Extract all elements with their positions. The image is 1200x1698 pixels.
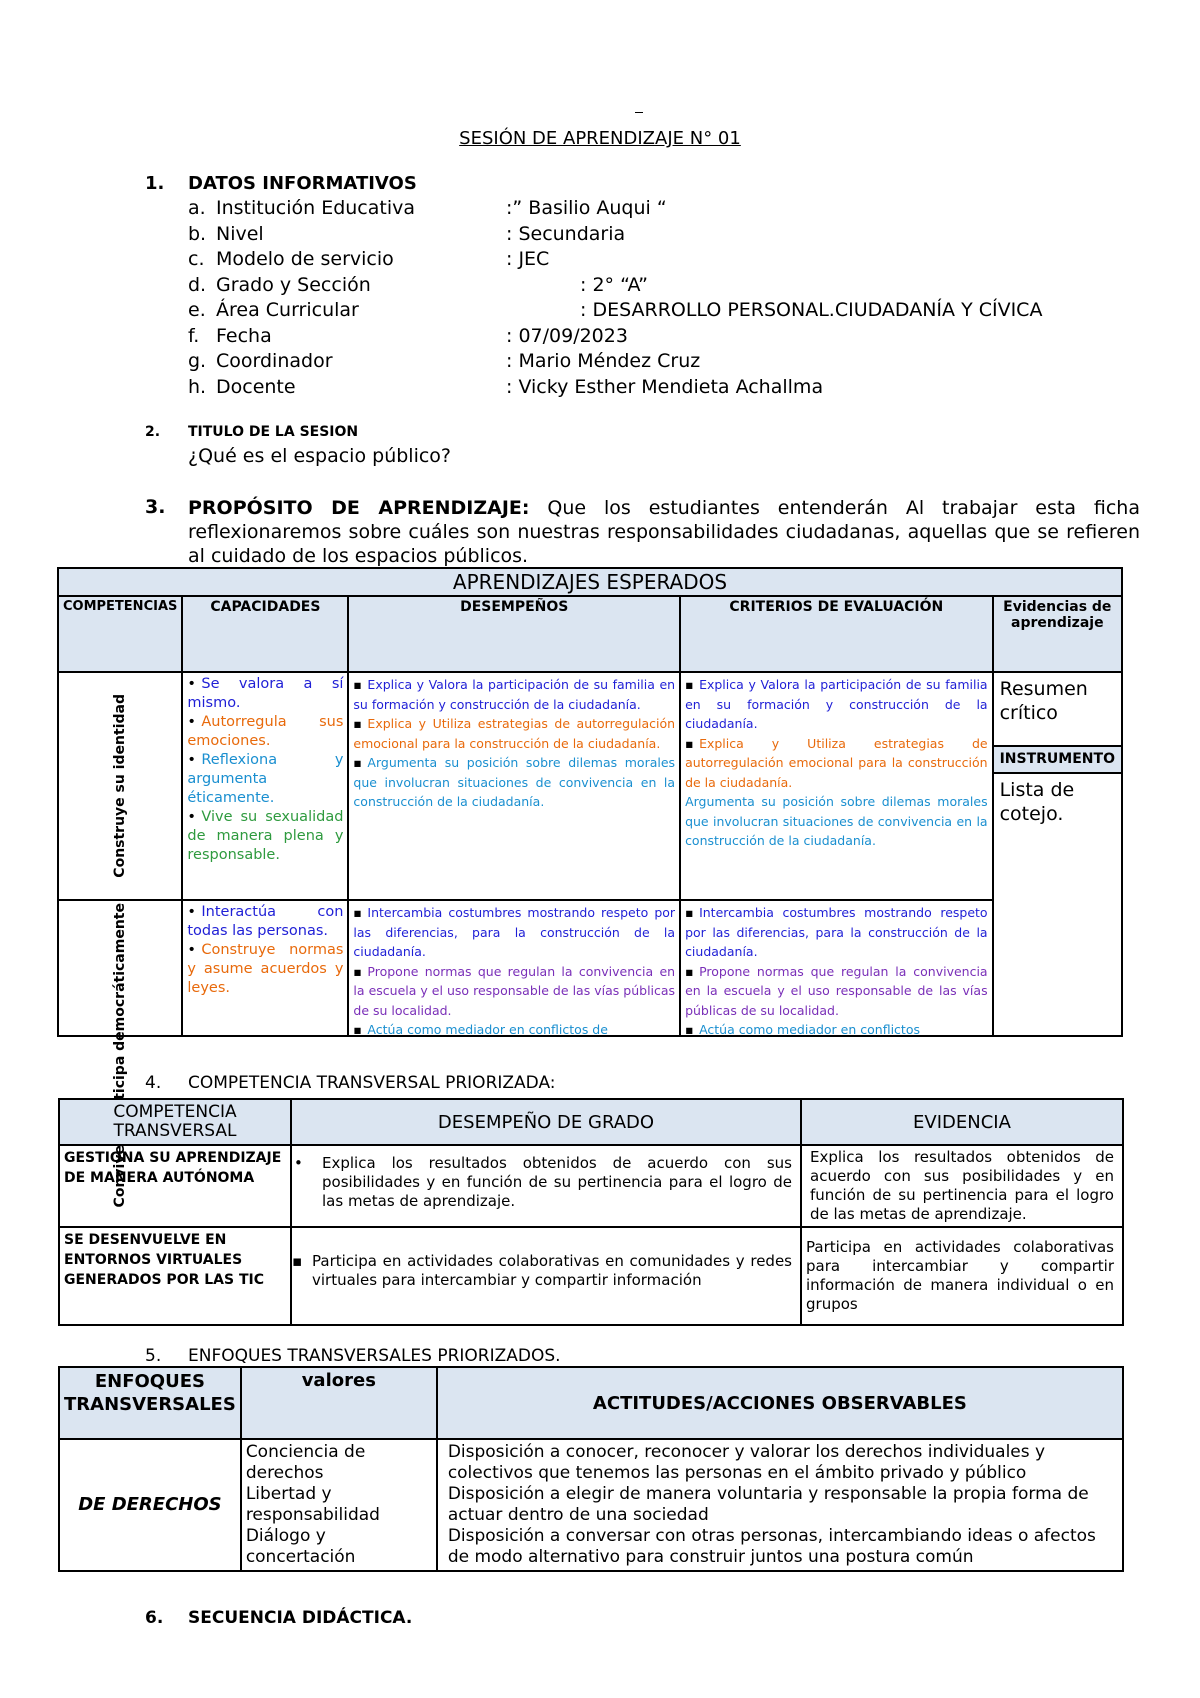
evidencia-cell bbox=[993, 672, 1122, 1036]
section-3-heading: PROPÓSITO DE APRENDIZAJE: bbox=[188, 497, 530, 519]
desempenos-2 bbox=[348, 900, 680, 1036]
evidencia-text: Resumen crítico bbox=[999, 678, 1088, 724]
section-5-heading: ENFOQUES TRANSVERSALES PRIORIZADOS. bbox=[188, 1346, 561, 1366]
datos-letter: f. bbox=[188, 324, 200, 347]
desempeno-item: ▪ Argumenta su posición sobre dilemas morales que involucran situaciones de convivencia en la construcción de la ciudadanía. bbox=[353, 755, 676, 809]
criterios-2 bbox=[680, 900, 993, 1036]
datos-label: Nivel bbox=[216, 222, 264, 245]
section-1-heading: DATOS INFORMATIVOS bbox=[188, 173, 417, 194]
section-6-number: 6. bbox=[145, 1608, 164, 1628]
datos-row-nivel bbox=[188, 222, 1088, 248]
desempeno-item: ▪ Explica y Utiliza estrategias de autorregulación emocional para la construcción de la ciudadanía. bbox=[353, 716, 676, 751]
competencia-1-cell bbox=[58, 672, 182, 900]
desempeno-item: ▪ Propone normas que regulan la convivencia en la escuela y el uso responsable de las vías públicas de su localidad. bbox=[353, 963, 676, 1018]
enf-header-valores: valores bbox=[241, 1367, 437, 1439]
enfoques-table bbox=[58, 1366, 1124, 1572]
datos-label: Coordinador bbox=[216, 350, 333, 372]
datos-row-modelo bbox=[188, 247, 1088, 273]
section-6-heading: SECUENCIA DIDÁCTICA. bbox=[188, 1608, 413, 1628]
datos-letter: g. bbox=[188, 350, 207, 372]
header-criterios: CRITERIOS DE EVALUACIÓN bbox=[680, 596, 993, 672]
datos-letter: c. bbox=[188, 248, 205, 270]
datos-value: : 07/09/2023 bbox=[506, 324, 628, 347]
datos-value: : Mario Méndez Cruz bbox=[506, 350, 701, 372]
capacidad-item: • Se valora a sí mismo. bbox=[187, 676, 344, 711]
aprendizajes-band: APRENDIZAJES ESPERADOS bbox=[58, 568, 1122, 596]
section-5-number: 5. bbox=[145, 1346, 162, 1366]
datos-row-coordinador bbox=[188, 349, 1088, 375]
datos-label: Docente bbox=[216, 375, 296, 398]
capacidad-item: • Vive su sexualidad de manera plena y responsable. bbox=[187, 809, 344, 863]
ct-header-desempeno: DESEMPEÑO DE GRADO bbox=[291, 1099, 801, 1145]
datos-row-fecha bbox=[188, 324, 1088, 350]
criterio-item: ▪ Actúa como mediador en conflictos bbox=[685, 1022, 920, 1037]
criterio-item: ▪ Explica y Valora la participación de su familia en su formación y construcción de la ciudadanía. bbox=[685, 677, 988, 731]
criterio-item: ▪ Intercambia costumbres mostrando respeto por las diferencias, para la construcción de la ciudadanía. bbox=[685, 905, 988, 959]
datos-label: Fecha bbox=[216, 324, 272, 347]
section-4-heading: COMPETENCIA TRANSVERSAL PRIORIZADA: bbox=[188, 1073, 556, 1093]
capacidad-item: • Interactúa con todas las personas. bbox=[187, 904, 344, 939]
section-2-heading: TITULO DE LA SESION bbox=[188, 424, 359, 440]
datos-value: : JEC bbox=[506, 248, 550, 270]
enf-acciones bbox=[437, 1439, 1123, 1571]
section-4-number: 4. bbox=[145, 1073, 162, 1093]
section-3-number: 3. bbox=[145, 496, 166, 518]
datos-row-institucion bbox=[188, 196, 1088, 222]
criterio-item: ▪ Explica y Utiliza estrategias de autorregulación emocional para la construcción de la ciudadanía. bbox=[685, 735, 988, 790]
desempeno-item: ▪ Intercambia costumbres mostrando respeto por las diferencias, para la construcción de la ciudadanía. bbox=[353, 905, 676, 959]
page-title: SESIÓN DE APRENDIZAJE N° 01 bbox=[459, 128, 741, 149]
accion-item: Disposición a elegir de manera voluntaria y responsable la propia forma de actuar dentro de una sociedad bbox=[447, 1484, 1089, 1525]
datos-value: :” Basilio Auqui “ bbox=[506, 197, 667, 219]
datos-value: : DESARROLLO PERSONAL.CIUDADANÍA Y CÍVICA bbox=[580, 299, 1043, 321]
datos-label: Área Curricular bbox=[216, 299, 359, 321]
proposito-text: Que los estudiantes entenderán Al trabajar esta ficha reflexionaremos sobre cuáles son nuestras responsabilidades ciudadanas, aquellas que se refieren al cuidado de los espacios públicos. bbox=[188, 497, 1140, 567]
datos-label: Grado y Sección bbox=[216, 273, 371, 296]
datos-letter: e. bbox=[188, 299, 206, 321]
instrumento-text: Lista de cotejo. bbox=[999, 779, 1075, 825]
datos-value: : Vicky Esther Mendieta Achallma bbox=[506, 375, 824, 398]
competencia-1: Construye su identidad bbox=[112, 694, 129, 878]
title-mark bbox=[635, 112, 643, 113]
capacidad-item: • Construye normas y asume acuerdos y leyes. bbox=[187, 942, 344, 996]
datos-row-grado bbox=[188, 273, 1088, 299]
capacidades-1 bbox=[182, 672, 348, 900]
enf-header-enfoques: ENFOQUES TRANSVERSALES bbox=[59, 1367, 241, 1439]
instrumento-label: INSTRUMENTO bbox=[994, 745, 1121, 774]
criterio-item: ▪ Propone normas que regulan la convivencia en la escuela y el uso responsable de las vías públicas de su localidad. bbox=[685, 963, 988, 1018]
header-competencias: COMPETENCIAS bbox=[58, 596, 182, 672]
ct-row-1-desempeno: • Explica los resultados obtenidos de acuerdo con sus posibilidades y en función de su pertinencia para el logro de las metas de aprendizaje. bbox=[291, 1145, 801, 1227]
criterios-1 bbox=[680, 672, 993, 900]
datos-list bbox=[188, 196, 1088, 400]
datos-label: Modelo de servicio bbox=[216, 248, 394, 270]
header-desempenos: DESEMPEÑOS bbox=[348, 596, 680, 672]
competencia-2: Convive y participa democráticamente bbox=[112, 903, 129, 1208]
valor-item: Conciencia de derechos bbox=[245, 1442, 366, 1483]
ct-header-evidencia: EVIDENCIA bbox=[801, 1099, 1123, 1145]
capacidad-item: • Reflexiona y argumenta éticamente. bbox=[187, 752, 344, 806]
valor-item: Diálogo y concertación bbox=[245, 1526, 356, 1567]
datos-row-docente bbox=[188, 375, 1088, 401]
capacidades-2 bbox=[182, 900, 348, 1036]
ct-row-2-desempeno: ▪ Participa en actividades colaborativas en comunidades y redes virtuales para intercambiar y compartir información bbox=[291, 1227, 801, 1325]
datos-letter: h. bbox=[188, 375, 207, 398]
ct-row-1-competencia: GESTIONA SU APRENDIZAJE DE MANERA AUTÓNOMA bbox=[59, 1145, 291, 1227]
datos-row-area bbox=[188, 298, 1088, 324]
header-capacidades: CAPACIDADES bbox=[182, 596, 348, 672]
datos-label: Institución Educativa bbox=[216, 197, 416, 219]
ct-row-1-evidencia: Explica los resultados obtenidos de acuerdo con sus posibilidades y en función de su pertinencia para el logro de las metas de aprendizaje. bbox=[801, 1145, 1123, 1227]
ct-header-competencia: COMPETENCIA TRANSVERSAL bbox=[59, 1099, 291, 1145]
section-2-number: 2. bbox=[145, 424, 161, 440]
enf-valores bbox=[241, 1439, 437, 1571]
datos-letter: a. bbox=[188, 197, 206, 219]
proposito-paragraph bbox=[188, 496, 1140, 568]
valor-item: Libertad y responsabilidad bbox=[245, 1484, 380, 1525]
section-1-number: 1. bbox=[145, 173, 165, 194]
competencia-transversal-table bbox=[58, 1098, 1124, 1326]
capacidad-item: • Autorregula sus emociones. bbox=[187, 714, 344, 749]
datos-value: : Secundaria bbox=[506, 222, 626, 245]
enf-header-acciones: ACTITUDES/ACCIONES OBSERVABLES bbox=[437, 1367, 1123, 1439]
desempeno-item: ▪ Explica y Valora la participación de su familia en su formación y construcción de la ciudadanía. bbox=[353, 677, 676, 712]
desempenos-1 bbox=[348, 672, 680, 900]
accion-item: Disposición a conocer, reconocer y valorar los derechos individuales y colectivos que tenemos las personas en el ámbito privado y público bbox=[447, 1442, 1046, 1483]
ct-row-2-competencia: SE DESENVUELVE EN ENTORNOS VIRTUALES GENERADOS POR LAS TIC bbox=[59, 1227, 291, 1325]
header-evidencia: Evidencias de aprendizaje bbox=[993, 596, 1122, 672]
session-title-text: ¿Qué es el espacio público? bbox=[188, 445, 452, 467]
datos-value: : 2° “A” bbox=[580, 273, 648, 296]
desempeno-item: ▪ Actúa como mediador en conflictos de bbox=[353, 1022, 608, 1037]
ct-row-2-evidencia: Participa en actividades colaborativas para intercambiar y compartir información de manera individual o en grupos bbox=[801, 1227, 1123, 1325]
datos-letter: b. bbox=[188, 222, 207, 245]
accion-item: Disposición a conversar con otras personas, intercambiando ideas o afectos de modo alternativo para construir juntos una postura común bbox=[447, 1526, 1096, 1567]
enf-enfoque: DE DERECHOS bbox=[59, 1439, 241, 1571]
criterio-item: Argumenta su posición sobre dilemas morales que involucran situaciones de convivencia en la construcción de la ciudadanía. bbox=[685, 794, 988, 848]
datos-letter: d. bbox=[188, 273, 207, 296]
